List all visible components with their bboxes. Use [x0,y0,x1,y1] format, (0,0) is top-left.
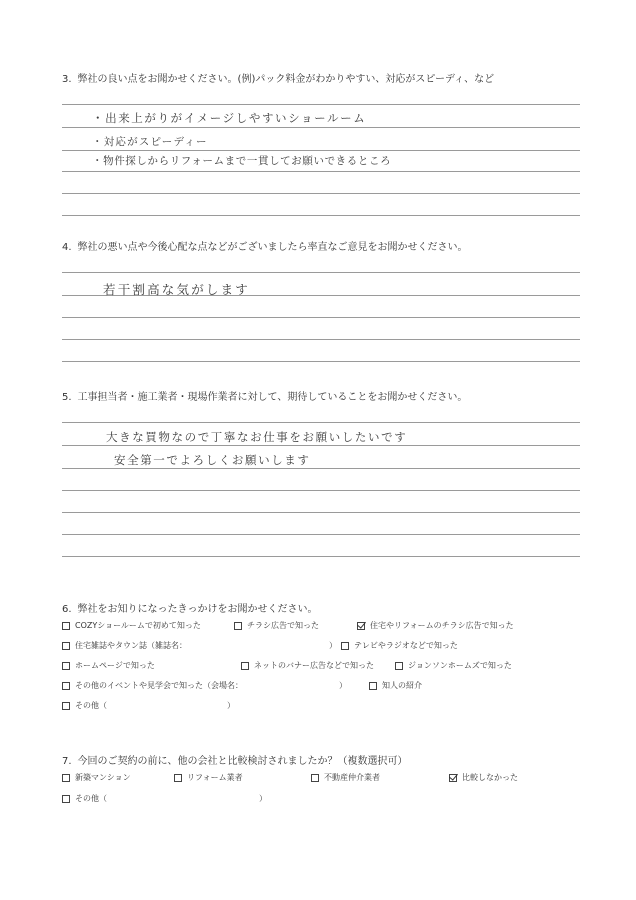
q3-answer-3: ・物件探しからリフォームまで一貫してお願いできるところ [92,155,392,167]
q7-option-realestate[interactable] [311,772,380,783]
q5-question: 工事担当者・施工業者・現場作業者に対して、期待していることをお聞かせください。 [77,392,468,403]
option-label: リフォーム業者 [187,773,243,782]
q6-title [62,600,318,615]
q7-option-mansion[interactable] [62,772,131,783]
q5-answer-1: 大きな買物なので丁寧なお仕事をお願いしたいです [106,430,408,444]
q7-option-other[interactable] [62,793,267,804]
q6-option-homepage[interactable] [62,660,155,671]
q7-question: 今回のご契約の前に、他の会社と比較検討されましたか？（複数選択可） [77,756,408,767]
q7-option-reform[interactable] [174,772,243,783]
checkbox-icon[interactable] [62,795,70,803]
q6-option-referral[interactable] [369,680,422,691]
q3-number: 3. [62,74,72,85]
q6-option-banner[interactable] [241,660,374,671]
q5-answer-2: 安全第一でよろしくお願いします [114,453,311,467]
checked-checkbox-icon[interactable] [449,774,457,782]
q3-rule-2 [62,127,580,128]
q5-rule-5 [62,512,580,513]
q3-answer-2: ・対応がスピーディー [92,136,208,148]
q5-rule-7 [62,556,580,557]
q3-rule-1 [62,104,580,105]
q5-number: 5. [62,392,72,403]
q3-rule-3 [62,150,580,151]
option-label: 住宅やリフォームのチラシ広告で知った [370,621,514,630]
q3-rule-5 [62,193,580,194]
q3-question: 弊社の良い点をお聞かせください。(例)パック料金がわかりやすい、対応がスピーディ、など [77,74,495,85]
q7-title [62,752,408,767]
option-close: ） [339,681,347,690]
q4-rule-5 [62,361,580,362]
option-label: ホームページで知った [75,661,155,670]
q6-option-event[interactable] [62,680,347,691]
checkbox-icon[interactable] [369,682,377,690]
q6-option-tv-radio[interactable] [341,640,458,651]
q3-answer-1: ・出来上がりがイメージしやすいショールーム [92,111,367,125]
checkbox-icon[interactable] [241,662,249,670]
option-label: ジョンソンホームズで知った [408,661,512,670]
q6-number: 6. [62,604,72,615]
option-label: その他のイベントや見学会で知った（会場名： [75,681,243,690]
q4-rule-1 [62,272,580,273]
q4-number: 4. [62,242,72,253]
checkbox-icon[interactable] [174,774,182,782]
q6-option-johnson[interactable] [395,660,512,671]
option-label: 比較しなかった [462,773,518,782]
option-label: テレビやラジオなどで知った [354,641,458,650]
checkbox-icon[interactable] [341,642,349,650]
option-label: COZYショールームで初めて知った [75,621,201,630]
checkbox-icon[interactable] [62,702,70,710]
q6-option-housing-flyer[interactable] [357,620,514,631]
checkbox-icon[interactable] [395,662,403,670]
q3-title [62,70,494,85]
q6-option-flyer[interactable] [234,620,319,631]
option-close: ） [329,641,337,650]
q4-rule-3 [62,317,580,318]
q7-option-none[interactable] [449,772,518,783]
option-label: 新築マンション [75,773,131,782]
checkbox-icon[interactable] [62,662,70,670]
q4-question: 弊社の悪い点や今後心配な点などがございましたら率直なご意見をお聞かせください。 [77,242,468,253]
q4-answer-1: 若干割高な気がします [103,282,251,297]
checkbox-icon[interactable] [234,622,242,630]
q5-rule-2 [62,445,580,446]
option-label: ネットのバナー広告などで知った [254,661,374,670]
option-label: チラシ広告で知った [247,621,319,630]
option-label: 住宅雑誌やタウン誌（雑誌名： [75,641,187,650]
q7-number: 7. [62,756,72,767]
q5-rule-6 [62,534,580,535]
q5-rule-1 [62,422,580,423]
option-label: その他（ [75,794,107,803]
checkbox-icon[interactable] [62,774,70,782]
checked-checkbox-icon[interactable] [357,622,365,630]
option-close: ） [227,701,235,710]
checkbox-icon[interactable] [62,622,70,630]
q6-option-cozy-showroom[interactable] [62,620,201,631]
q3-rule-4 [62,171,580,172]
q3-rule-6 [62,215,580,216]
option-label: その他（ [75,701,107,710]
q6-question: 弊社をお知りになったきっかけをお聞かせください。 [77,604,318,615]
q4-rule-4 [62,339,580,340]
q5-rule-4 [62,490,580,491]
q5-title [62,388,467,403]
checkbox-icon[interactable] [62,682,70,690]
option-close: ） [259,794,267,803]
checkbox-icon[interactable] [311,774,319,782]
q6-option-other[interactable] [62,700,235,711]
q5-rule-3 [62,468,580,469]
option-label: 不動産仲介業者 [324,773,380,782]
option-label: 知人の紹介 [382,681,422,690]
q6-option-magazine[interactable] [62,640,337,651]
checkbox-icon[interactable] [62,642,70,650]
q4-title [62,238,468,253]
